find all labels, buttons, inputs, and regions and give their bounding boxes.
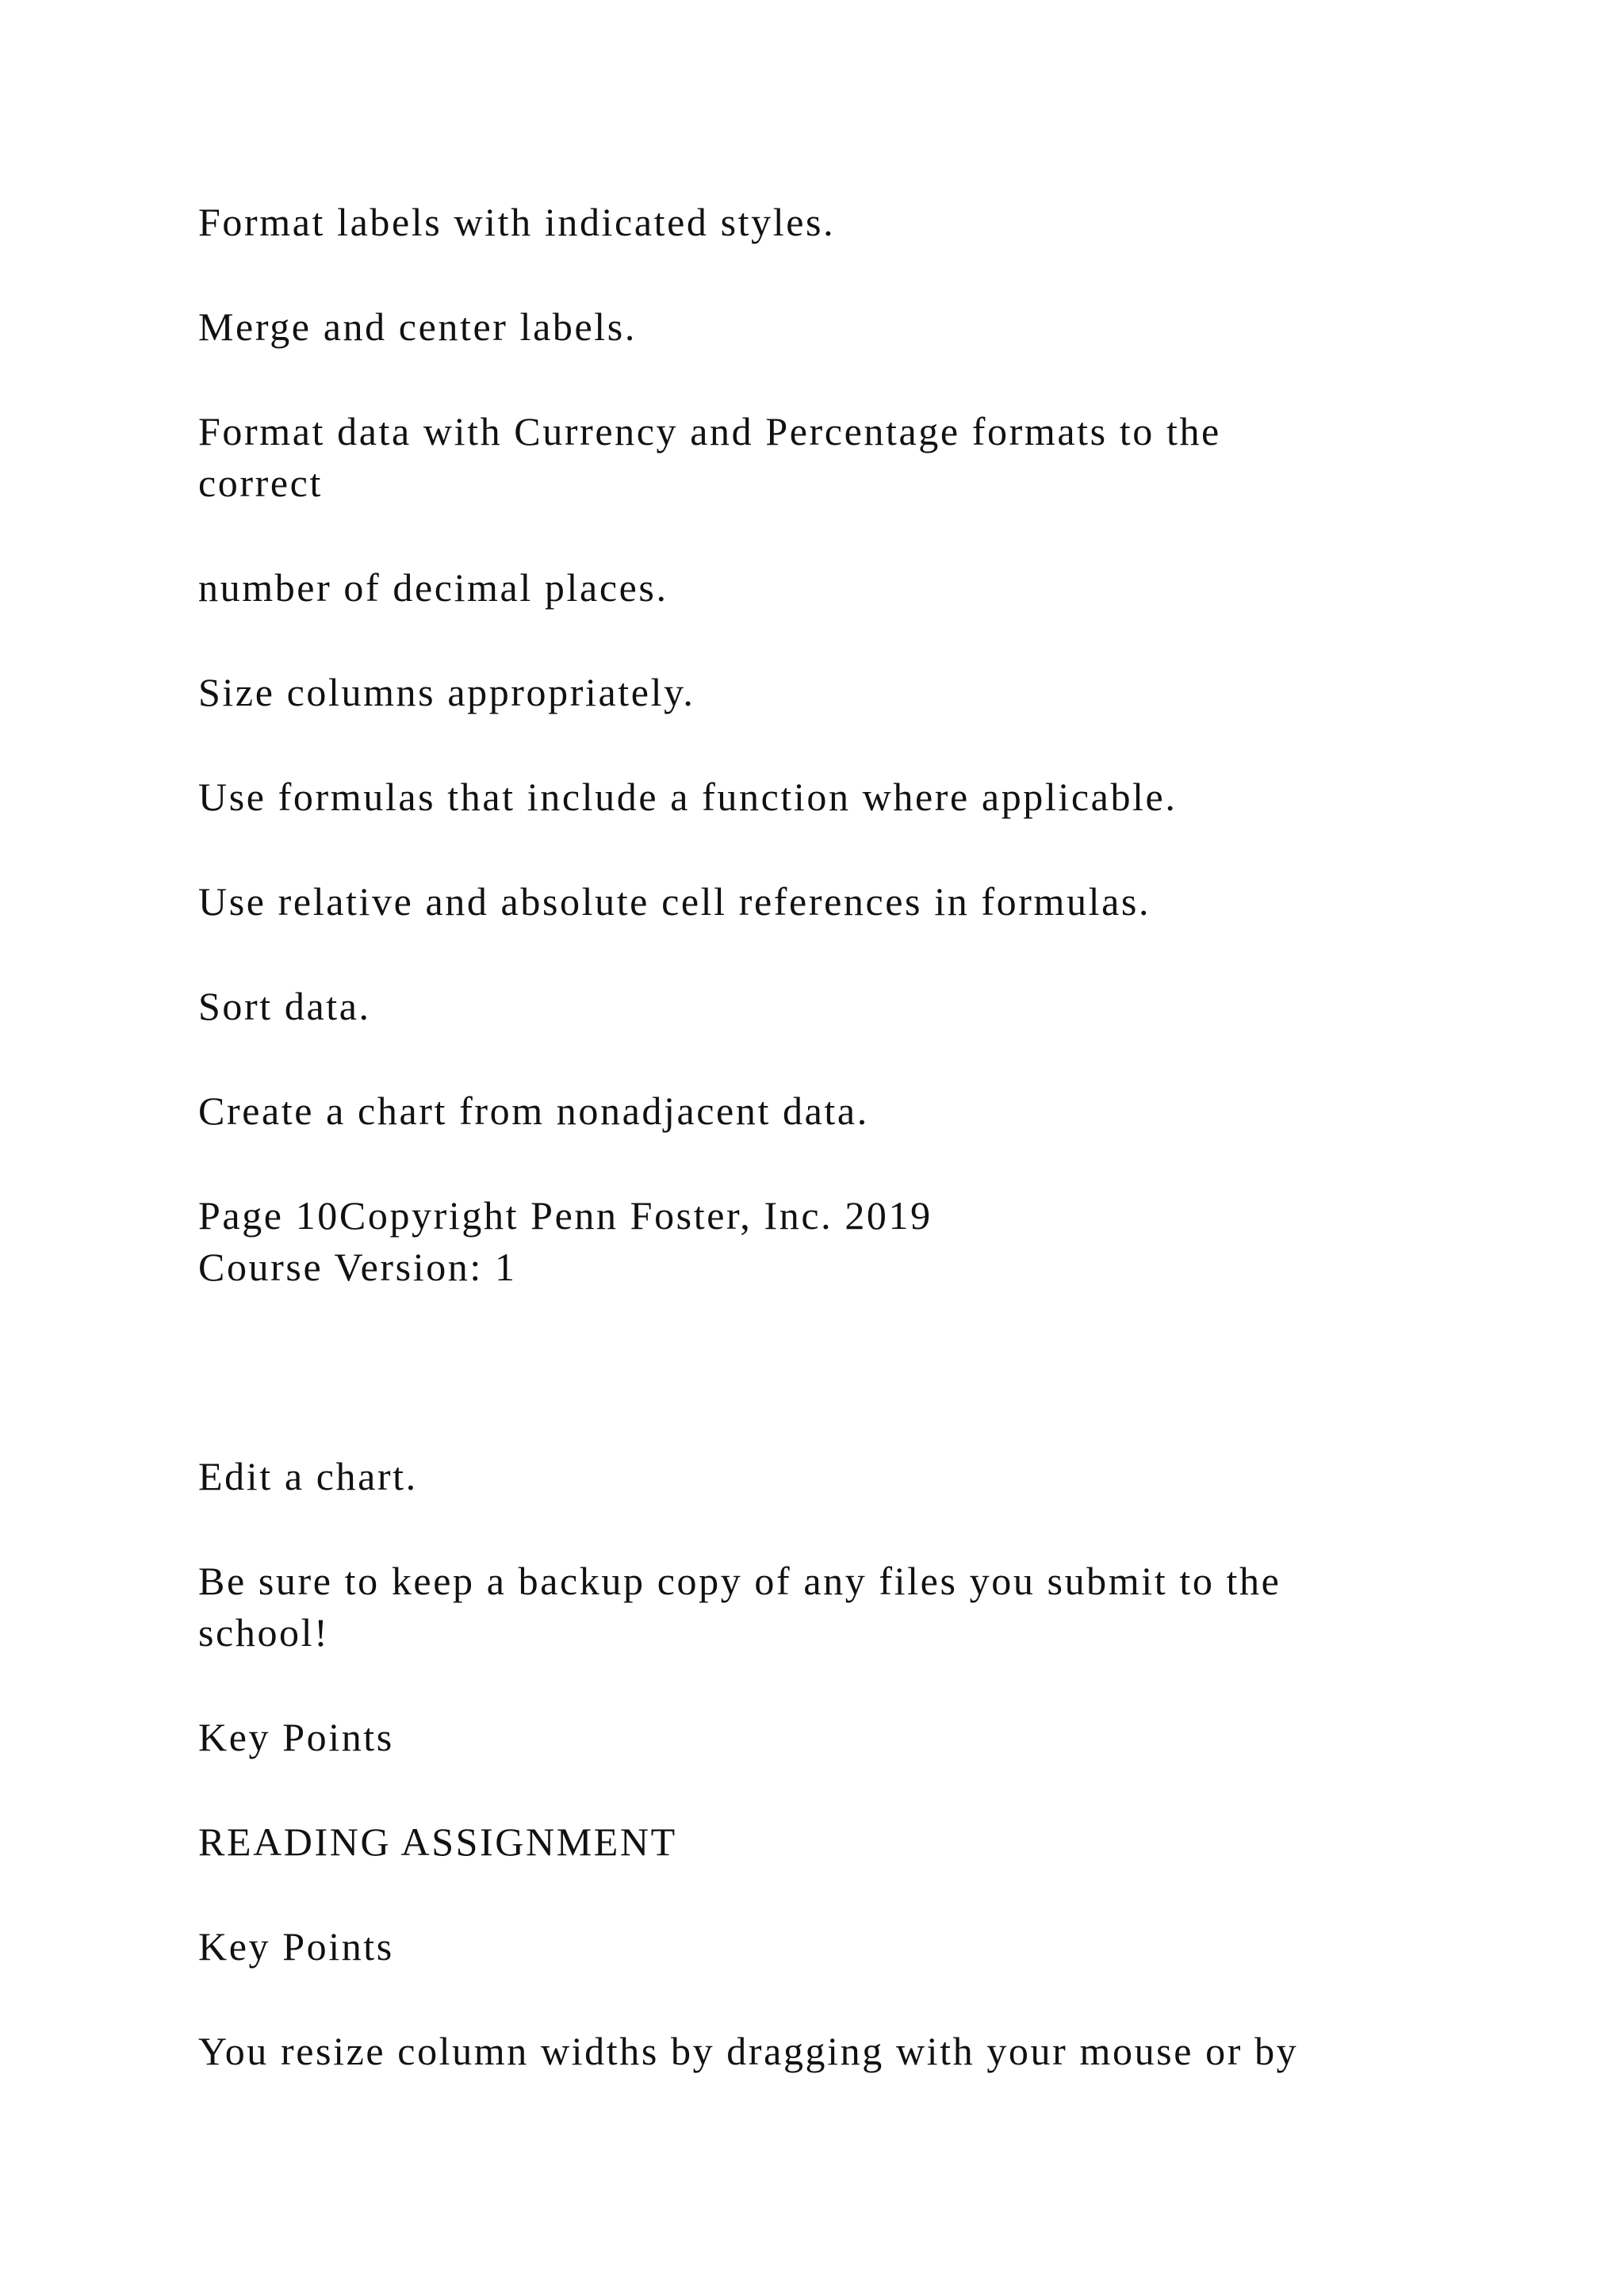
page-footer-copyright: Page 10Copyright Penn Foster, Inc. 2019 — [198, 1193, 933, 1238]
page-footer-course-version: Course Version: 1 — [198, 1245, 517, 1289]
instruction-sort-data: Sort data. — [198, 984, 371, 1028]
key-points-heading-2: Key Points — [198, 1924, 394, 1969]
instruction-format-data-continued: correct — [198, 461, 323, 505]
key-points-heading: Key Points — [198, 1715, 394, 1759]
backup-reminder-continued: school! — [198, 1610, 330, 1655]
backup-reminder: Be sure to keep a backup copy of any files you submit to the — [198, 1559, 1281, 1603]
instruction-merge-center: Merge and center labels. — [198, 304, 637, 349]
instruction-use-formulas: Use formulas that include a function where applicable. — [198, 775, 1178, 819]
reading-assignment-heading: READING ASSIGNMENT — [198, 1820, 677, 1864]
instruction-format-labels: Format labels with indicated styles. — [198, 200, 836, 244]
instruction-size-columns: Size columns appropriately. — [198, 670, 695, 714]
instruction-decimal-places: number of decimal places. — [198, 565, 668, 610]
instruction-format-data: Format data with Currency and Percentage formats to the — [198, 409, 1221, 453]
instruction-edit-chart: Edit a chart. — [198, 1454, 418, 1498]
instruction-cell-references: Use relative and absolute cell references in formulas. — [198, 879, 1151, 924]
resize-columns-text: You resize column widths by dragging with your mouse or by — [198, 2029, 1299, 2073]
instruction-create-chart: Create a chart from nonadjacent data. — [198, 1089, 869, 1133]
